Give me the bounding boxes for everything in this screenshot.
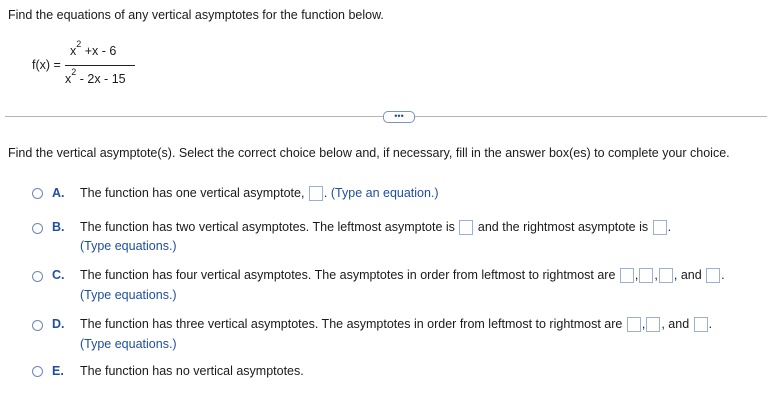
instruction-text: Find the vertical asymptote(s). Select the correct choice below and, if necessary, fill in the answer box(es) to complete your choice.: [8, 146, 730, 160]
numerator-exponent: 2: [76, 39, 82, 49]
option-a-text: The function has one vertical asymptote,: [80, 186, 305, 200]
numerator-base: x: [70, 44, 77, 58]
option-d-box-3[interactable]: [694, 317, 708, 332]
option-b-hint: (Type equations.): [80, 239, 177, 253]
option-c-radio[interactable]: [32, 271, 43, 282]
option-a-answer-box[interactable]: [309, 186, 323, 201]
question-text: Find the equations of any vertical asymptotes for the function below.: [8, 8, 384, 22]
option-d-radio[interactable]: [32, 320, 43, 331]
denominator-rest: - 2x - 15: [79, 72, 126, 86]
option-b-radio[interactable]: [32, 223, 43, 234]
option-c-box-2[interactable]: [639, 268, 653, 283]
option-c-letter: C.: [52, 268, 65, 282]
function-lhs: f(x) =: [32, 58, 61, 72]
numerator: [70, 39, 117, 58]
option-a-line: The function has one vertical asymptote, . (Type an equation.): [80, 186, 439, 200]
option-c-text: The function has four vertical asymptotes. The asymptotes in order from leftmost to rightmost are: [80, 268, 616, 282]
denominator-base: x: [65, 72, 72, 86]
option-d-box-1[interactable]: [627, 317, 641, 332]
option-d-text: The function has three vertical asymptotes. The asymptotes in order from leftmost to rightmost are: [80, 317, 623, 331]
option-d-box-2[interactable]: [646, 317, 660, 332]
option-b-letter: B.: [52, 220, 65, 234]
numerator-rest: +x - 6: [84, 44, 117, 58]
option-d-line: The function has three vertical asymptotes. The asymptotes in order from leftmost to rightmost are , , and .: [80, 317, 713, 331]
option-b-left-box[interactable]: [459, 220, 473, 235]
denominator-exponent: 2: [71, 67, 77, 77]
option-c-and: and: [680, 268, 702, 282]
option-c-box-4[interactable]: [706, 268, 720, 283]
option-a-letter: A.: [52, 186, 65, 200]
denominator: [65, 67, 126, 86]
option-c-box-1[interactable]: [620, 268, 634, 283]
option-d-letter: D.: [52, 317, 65, 331]
option-d-hint: (Type equations.): [80, 337, 177, 351]
option-c-box-3[interactable]: [659, 268, 673, 283]
more-options-button[interactable]: •••: [383, 111, 415, 123]
option-b-text1: The function has two vertical asymptotes. The leftmost asymptote is: [80, 220, 455, 234]
option-b-text2: and the rightmost asymptote is: [477, 220, 649, 234]
option-b-line: The function has two vertical asymptotes. The leftmost asymptote is and the rightmost asymptote is .: [80, 220, 672, 234]
option-b-right-box[interactable]: [653, 220, 667, 235]
fraction-bar: [65, 65, 135, 66]
option-a-radio[interactable]: [32, 188, 43, 199]
option-e-letter: E.: [52, 364, 64, 378]
option-e-radio[interactable]: [32, 366, 43, 377]
option-c-line: The function has four vertical asymptotes. The asymptotes in order from leftmost to rightmost are , , , and .: [80, 268, 725, 282]
option-a-hint: (Type an equation.): [330, 186, 439, 200]
option-e-text: The function has no vertical asymptotes.: [80, 364, 304, 378]
option-d-and: and: [668, 317, 690, 331]
option-c-hint: (Type equations.): [80, 288, 177, 302]
